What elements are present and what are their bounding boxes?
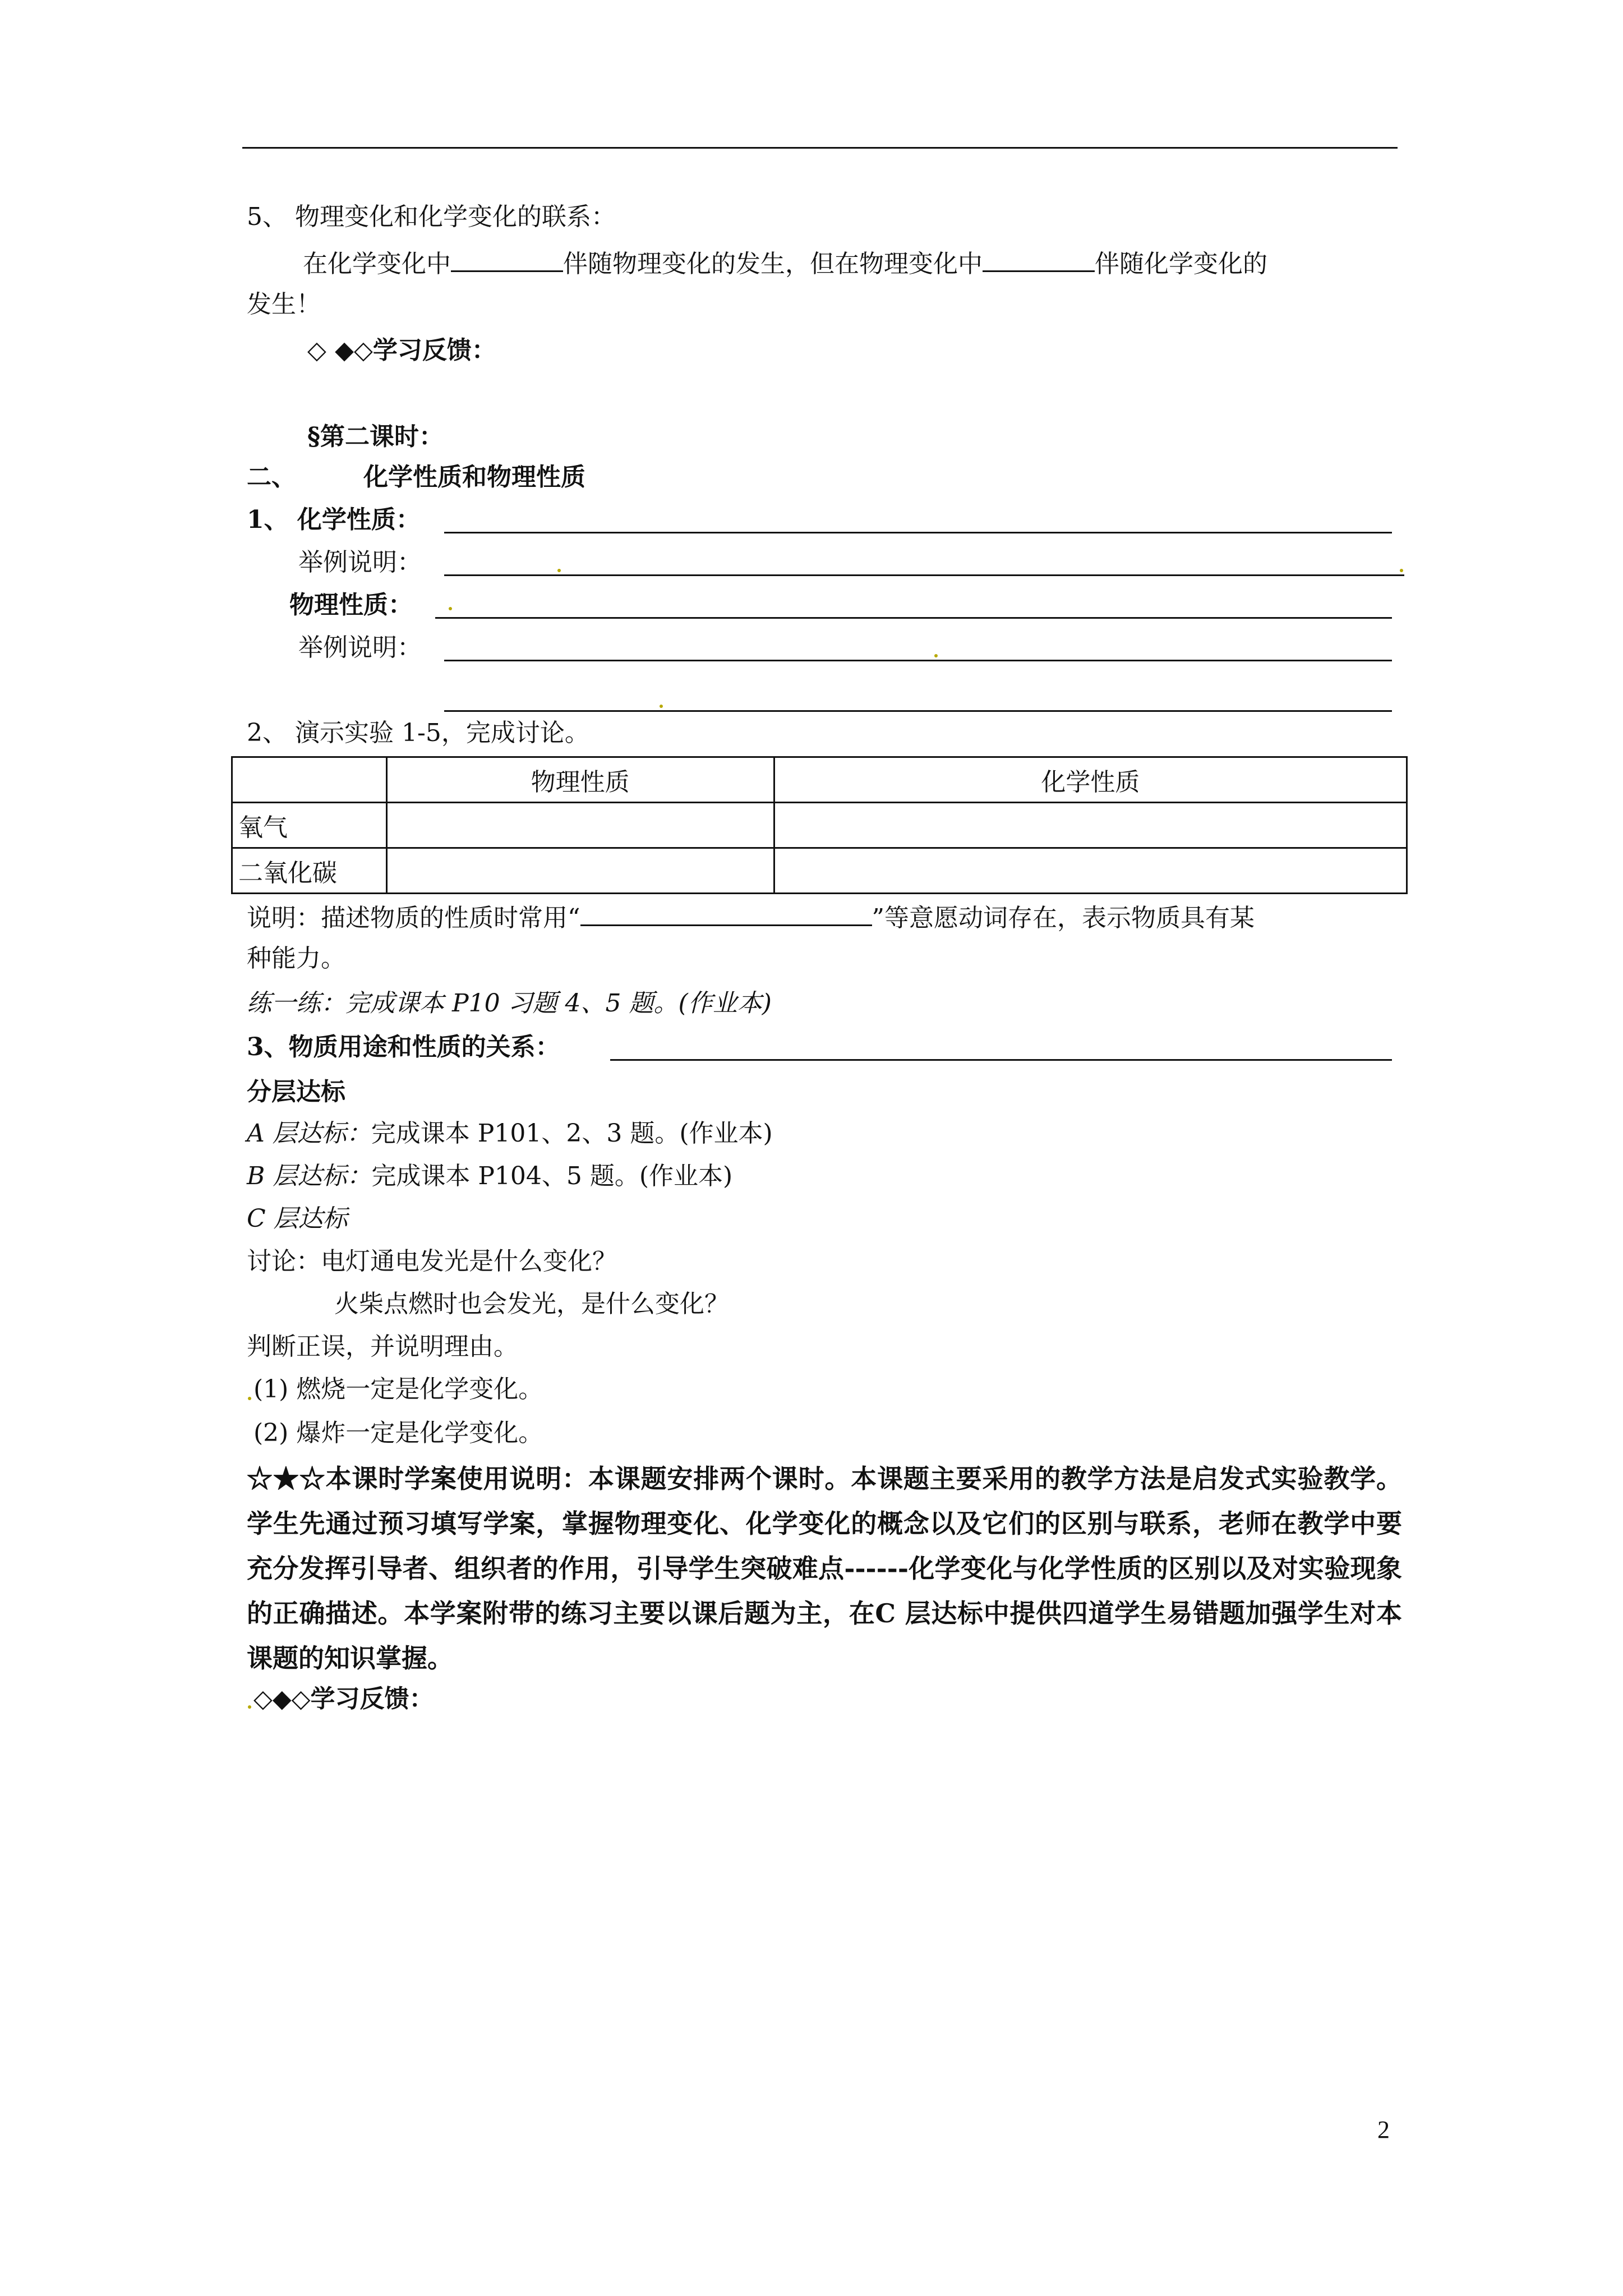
speck [934, 654, 938, 657]
feedback-heading-1: ◇ ◆◇学习反馈： [307, 336, 496, 365]
phys-property-blank[interactable] [435, 617, 1392, 619]
table-cell[interactable] [774, 803, 1407, 848]
example-blank-3[interactable] [444, 710, 1392, 712]
table-row [232, 848, 1407, 894]
note-text-b: ”等意愿动词存在，表示物质具有某 [872, 904, 1255, 932]
practice-line: 练一练：完成课本 P10 习题 4、5 题。(作业本) [247, 989, 772, 1018]
page-number: 2 [1377, 2116, 1390, 2143]
levels-title: 分层达标 [247, 1078, 345, 1106]
usage-note: ☆★☆本课时学案使用说明：本课题安排两个课时。本课题主要采用的教学方法是启发式实验教学。学生先通过预习填写学案，掌握物理变化、化学变化的概念以及它们的区别与联系，老师在教学中要充分发挥引导者、组织者的作用，引导学生突破难点------化学变化与化学性质的区别以及对实验现象的正确描述。本学案附带的练习主要以课后题为主，在C 层达标中提供四道学生易错题加强学生对本课题的知识掌握。 [247, 1464, 1402, 1673]
level-a-text: 完成课本 P101、2、3 题。(作业本) [371, 1119, 773, 1148]
level-b-label: B 层达标： [247, 1162, 372, 1190]
table-row [232, 803, 1407, 848]
note-line [247, 902, 1255, 933]
discuss-q2: 火柴点燃时也会发光，是什么变化？ [334, 1290, 729, 1318]
table-cell[interactable] [774, 848, 1407, 894]
lesson-2-heading: §第二课时： [307, 422, 444, 451]
discuss-q1: 讨论：电灯通电发光是什么变化？ [247, 1247, 617, 1276]
header-rule [242, 147, 1398, 149]
sec5-text-b: 伴随物理变化的发生，但在物理变化中 [563, 250, 983, 278]
note-blank[interactable] [580, 902, 872, 926]
speck [1400, 569, 1403, 572]
speck [248, 1705, 251, 1709]
sec5-text-c: 伴随化学变化的 [1095, 250, 1267, 278]
chem-property-blank[interactable] [444, 532, 1392, 533]
table-cell[interactable] [386, 848, 774, 894]
table-row-label: 氧气 [232, 803, 387, 848]
speck [449, 607, 452, 610]
blank-1[interactable] [451, 248, 563, 272]
part-2-title: 化学性质和物理性质 [363, 463, 585, 491]
note-line-end: 种能力。 [247, 944, 345, 973]
item-3-blank[interactable] [610, 1059, 1392, 1061]
example-blank-2[interactable] [444, 660, 1392, 661]
sec5-line-end: 发生！ [247, 290, 321, 319]
level-a-line [247, 1119, 773, 1149]
table-cell[interactable] [386, 803, 774, 848]
level-b-line [247, 1161, 732, 1191]
feedback-heading-2: ◇◆◇学习反馈： [253, 1685, 434, 1713]
example-label-2: 举例说明： [298, 633, 422, 662]
example-blank-1[interactable] [444, 574, 1404, 576]
phys-property-label: 物理性质： [289, 591, 413, 619]
judge-statement-1: (1) 燃烧一定是化学变化。 [253, 1375, 543, 1404]
judge-instruction: 判断正误，并说明理由。 [247, 1332, 518, 1361]
level-c-label: C 层达标 [247, 1204, 348, 1233]
property-table [231, 756, 1408, 894]
table-header-cell: 化学性质 [774, 757, 1407, 803]
speck [248, 1397, 251, 1400]
example-label-1: 举例说明： [298, 548, 422, 577]
item-3-label: 3、物质用途和性质的关系： [247, 1033, 560, 1061]
sec5-text-a: 在化学变化中 [303, 250, 451, 278]
table-row-label: 二氧化碳 [232, 848, 387, 894]
level-a-label: A 层达标： [247, 1119, 371, 1148]
item-2-text: 2、 演示实验 1-5，完成讨论。 [247, 719, 589, 747]
judge-statement-2: (2) 爆炸一定是化学变化。 [253, 1419, 543, 1447]
sec5-title: 5、 物理变化和化学变化的联系： [247, 203, 616, 231]
level-b-text: 完成课本 P104、5 题。(作业本) [371, 1162, 733, 1190]
table-header-cell [232, 757, 387, 803]
note-text-a: 说明：描述物质的性质时常用“ [247, 904, 580, 932]
blank-2[interactable] [983, 248, 1095, 272]
chem-property-label: 1、 化学性质： [247, 505, 421, 534]
speck [660, 705, 663, 708]
sec5-line [303, 248, 1267, 279]
table-header-row [232, 757, 1407, 803]
speck [557, 569, 561, 572]
part-2-number: 二、 [247, 463, 296, 491]
table-header-cell: 物理性质 [386, 757, 774, 803]
